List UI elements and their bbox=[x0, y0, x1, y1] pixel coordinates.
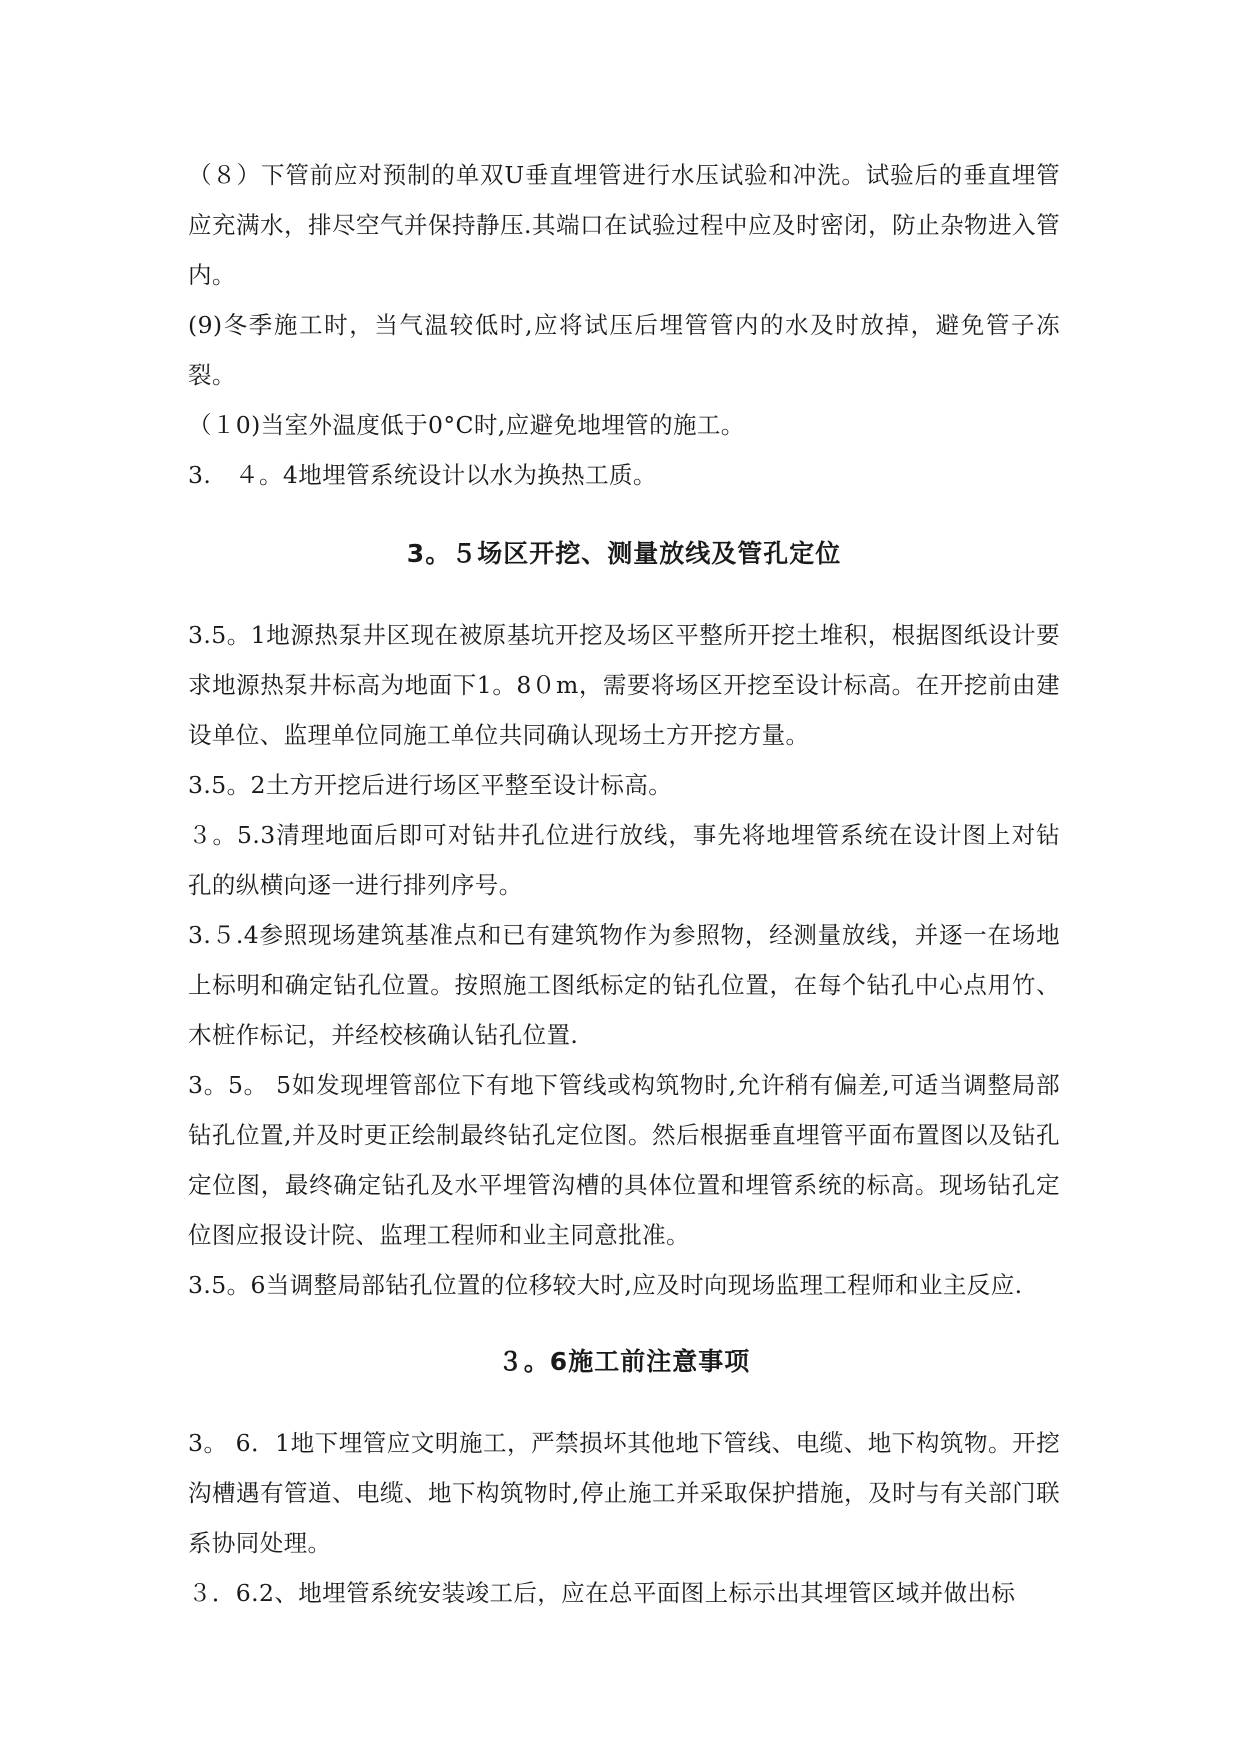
section-heading-3-6: ３。6施工前注意事项 bbox=[497, 1347, 751, 1376]
paragraph-3-5-6: 3.5。6当调整局部钻孔位置的位移较大时,应及时向现场监理工程师和业主反应. bbox=[188, 1271, 1023, 1299]
paragraph-3-5-1: 3.5。1地源热泵井区现在被原基坑开挖及场区平整所开挖土堆积，根据图纸设计要求地源热泵井标高为地面下1。8０m，需要将场区开挖至设计标高。在开挖前由建设单位、监理单位同施工单位共同确认现场土方开挖方量。 bbox=[188, 621, 1060, 749]
paragraph-3-5-4: 3.５.4参照现场建筑基准点和已有建筑物作为参照物，经测量放线，并逐一在场地上标明和确定钻孔位置。按照施工图纸标定的钻孔位置，在每个钻孔中心点用竹、木桩作标记，并经校核确认钻孔位置. bbox=[188, 921, 1060, 1049]
paragraph-3-4-4: 3. ４。4地埋管系统设计以水为换热工质。 bbox=[188, 461, 657, 489]
paragraph-3-6-1: 3。 6．1地下埋管应文明施工，严禁损坏其他地下管线、电缆、地下构筑物。开挖沟槽遇有管道、电缆、地下构筑物时,停止施工并采取保护措施，及时与有关部门联系协同处理。 bbox=[188, 1429, 1060, 1557]
paragraph-3-4-9: (9)冬季施工时，当气温较低时,应将试压后埋管管内的水及时放掉，避免管子冻裂。 bbox=[188, 311, 1060, 389]
paragraph-3-6-2: ３．6.2、地埋管系统安装竣工后，应在总平面图上标示出其埋管区域并做出标 bbox=[188, 1579, 1016, 1607]
section-heading-3-5: 3。５场区开挖、测量放线及管孔定位 bbox=[406, 539, 842, 568]
paragraph-3-5-3: ３。5.3清理地面后即可对钻井孔位进行放线，事先将地埋管系统在设计图上对钻孔的纵横向逐一进行排列序号。 bbox=[188, 821, 1060, 899]
paragraph-3-5-5: 3。5。 5如发现埋管部位下有地下管线或构筑物时,允许稍有偏差,可适当调整局部钻孔位置,并及时更正绘制最终钻孔定位图。然后根据垂直埋管平面布置图以及钻孔定位图，最终确定钻孔及水平埋管沟槽的具体位置和埋管系统的标高。现场钻孔定位图应报设计院、监理工程师和业主同意批准。 bbox=[188, 1071, 1060, 1249]
document-page bbox=[188, 150, 1060, 1618]
paragraph-3-4-8: （８）下管前应对预制的单双U垂直埋管进行水压试验和冲洗。试验后的垂直埋管应充满水，排尽空气并保持静压.其端口在试验过程中应及时密闭，防止杂物进入管内。 bbox=[188, 161, 1060, 289]
paragraph-3-5-2: 3.5。2土方开挖后进行场区平整至设计标高。 bbox=[188, 771, 673, 799]
paragraph-3-4-10: （１0)当室外温度低于0°C时,应避免地埋管的施工。 bbox=[188, 411, 745, 439]
